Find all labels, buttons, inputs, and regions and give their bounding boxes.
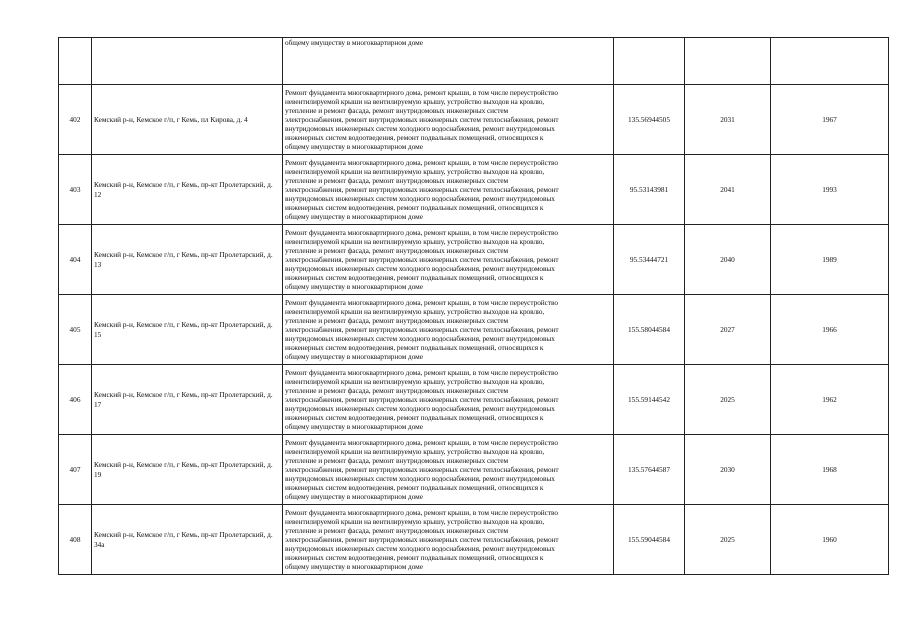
table-row [59,155,889,225]
work-description-cell: Ремонт фундамента многоквартирного дома, ремонт крыши, в том числе переустройство невентилируемой крыши на вентилируемую крышу, устройство выходов на кровлю, утепление и ремонт фасада, ремонт внутридомовых инженерных систем электроснабжения, ремонт внутридомовых инженерных систем теплоснабжения, ремонт внутридомовых инженерных систем холодного водоснабжения, ремонт внутридомовых инженерных систем водоотведения, ремонт подвальных помещений, относящихся к общему имуществу в многоквартирном доме [283,85,614,155]
row-number-cell: 402 [59,85,92,155]
work-description-cell: Ремонт фундамента многоквартирного дома, ремонт крыши, в том числе переустройство невентилируемой крыши на вентилируемую крышу, устройство выходов на кровлю, утепление и ремонт фасада, ремонт внутридомовых инженерных систем электроснабжения, ремонт внутридомовых инженерных систем теплоснабжения, ремонт внутридомовых инженерных систем холодного водоснабжения, ремонт внутридомовых инженерных систем водоотведения, ремонт подвальных помещений, относящихся к общему имуществу в многоквартирном доме [283,435,614,505]
cost-cell: 135.57644587 [614,435,685,505]
built-year-cell [771,38,889,85]
row-number-cell: 405 [59,295,92,365]
table-row [59,505,889,575]
table-row [59,38,889,85]
planned-year-cell: 2027 [685,295,771,365]
table-row [59,435,889,505]
row-number-cell: 407 [59,435,92,505]
address-cell: Кемский р-н, Кемское г/п, г Кемь, пр-кт Пролетарский, д. 15 [92,295,283,365]
address-cell: Кемский р-н, Кемское г/п, г Кемь, пр-кт Пролетарский, д. 17 [92,365,283,435]
cost-cell: 155.58044584 [614,295,685,365]
table-row [59,85,889,155]
cost-cell: 95.53444721 [614,225,685,295]
address-cell [92,38,283,85]
table-row [59,225,889,295]
planned-year-cell: 2025 [685,365,771,435]
row-number-cell: 408 [59,505,92,575]
row-number-cell: 406 [59,365,92,435]
cost-cell: 95.53143981 [614,155,685,225]
built-year-cell: 1993 [771,155,889,225]
address-cell: Кемский р-н, Кемское г/п, г Кемь, пр-кт Пролетарский, д. 13 [92,225,283,295]
planned-year-cell: 2025 [685,505,771,575]
planned-year-cell: 2030 [685,435,771,505]
table-row [59,365,889,435]
built-year-cell: 1989 [771,225,889,295]
repair-schedule-table [58,37,889,575]
row-number-cell: 404 [59,225,92,295]
work-description-cell: Ремонт фундамента многоквартирного дома, ремонт крыши, в том числе переустройство невентилируемой крыши на вентилируемую крышу, устройство выходов на кровлю, утепление и ремонт фасада, ремонт внутридомовых инженерных систем электроснабжения, ремонт внутридомовых инженерных систем теплоснабжения, ремонт внутридомовых инженерных систем холодного водоснабжения, ремонт внутридомовых инженерных систем водоотведения, ремонт подвальных помещений, относящихся к общему имуществу в многоквартирном доме [283,155,614,225]
work-description-cell: Ремонт фундамента многоквартирного дома, ремонт крыши, в том числе переустройство невентилируемой крыши на вентилируемую крышу, устройство выходов на кровлю, утепление и ремонт фасада, ремонт внутридомовых инженерных систем электроснабжения, ремонт внутридомовых инженерных систем теплоснабжения, ремонт внутридомовых инженерных систем холодного водоснабжения, ремонт внутридомовых инженерных систем водоотведения, ремонт подвальных помещений, относящихся к общему имуществу в многоквартирном доме [283,295,614,365]
cost-cell: 135.56944505 [614,85,685,155]
built-year-cell: 1962 [771,365,889,435]
planned-year-cell: 2031 [685,85,771,155]
built-year-cell: 1968 [771,435,889,505]
planned-year-cell: 2041 [685,155,771,225]
work-description-cell: общему имуществу в многоквартирном доме [283,38,614,85]
built-year-cell: 1967 [771,85,889,155]
work-description-cell: Ремонт фундамента многоквартирного дома, ремонт крыши, в том числе переустройство невентилируемой крыши на вентилируемую крышу, устройство выходов на кровлю, утепление и ремонт фасада, ремонт внутридомовых инженерных систем электроснабжения, ремонт внутридомовых инженерных систем теплоснабжения, ремонт внутридомовых инженерных систем холодного водоснабжения, ремонт внутридомовых инженерных систем водоотведения, ремонт подвальных помещений, относящихся к общему имуществу в многоквартирном доме [283,225,614,295]
cost-cell: 155.59144542 [614,365,685,435]
work-description-cell: Ремонт фундамента многоквартирного дома, ремонт крыши, в том числе переустройство невентилируемой крыши на вентилируемую крышу, устройство выходов на кровлю, утепление и ремонт фасада, ремонт внутридомовых инженерных систем электроснабжения, ремонт внутридомовых инженерных систем теплоснабжения, ремонт внутридомовых инженерных систем холодного водоснабжения, ремонт внутридомовых инженерных систем водоотведения, ремонт подвальных помещений, относящихся к общему имуществу в многоквартирном доме [283,365,614,435]
planned-year-cell [685,38,771,85]
row-number-cell [59,38,92,85]
planned-year-cell: 2040 [685,225,771,295]
address-cell: Кемский р-н, Кемское г/п, г Кемь, пр-кт Пролетарский, д. 19 [92,435,283,505]
address-cell: Кемский р-н, Кемское г/п, г Кемь, пр-кт Пролетарский, д. 12 [92,155,283,225]
row-number-cell: 403 [59,155,92,225]
work-description-cell: Ремонт фундамента многоквартирного дома, ремонт крыши, в том числе переустройство невентилируемой крыши на вентилируемую крышу, устройство выходов на кровлю, утепление и ремонт фасада, ремонт внутридомовых инженерных систем электроснабжения, ремонт внутридомовых инженерных систем теплоснабжения, ремонт внутридомовых инженерных систем холодного водоснабжения, ремонт внутридомовых инженерных систем водоотведения, ремонт подвальных помещений, относящихся к общему имуществу в многоквартирном доме [283,505,614,575]
table-row [59,295,889,365]
built-year-cell: 1960 [771,505,889,575]
address-cell: Кемский р-н, Кемское г/п, г Кемь, пл Кирова, д. 4 [92,85,283,155]
address-cell: Кемский р-н, Кемское г/п, г Кемь, пр-кт Пролетарский, д. 34а [92,505,283,575]
cost-cell: 155.59044584 [614,505,685,575]
built-year-cell: 1966 [771,295,889,365]
cost-cell [614,38,685,85]
